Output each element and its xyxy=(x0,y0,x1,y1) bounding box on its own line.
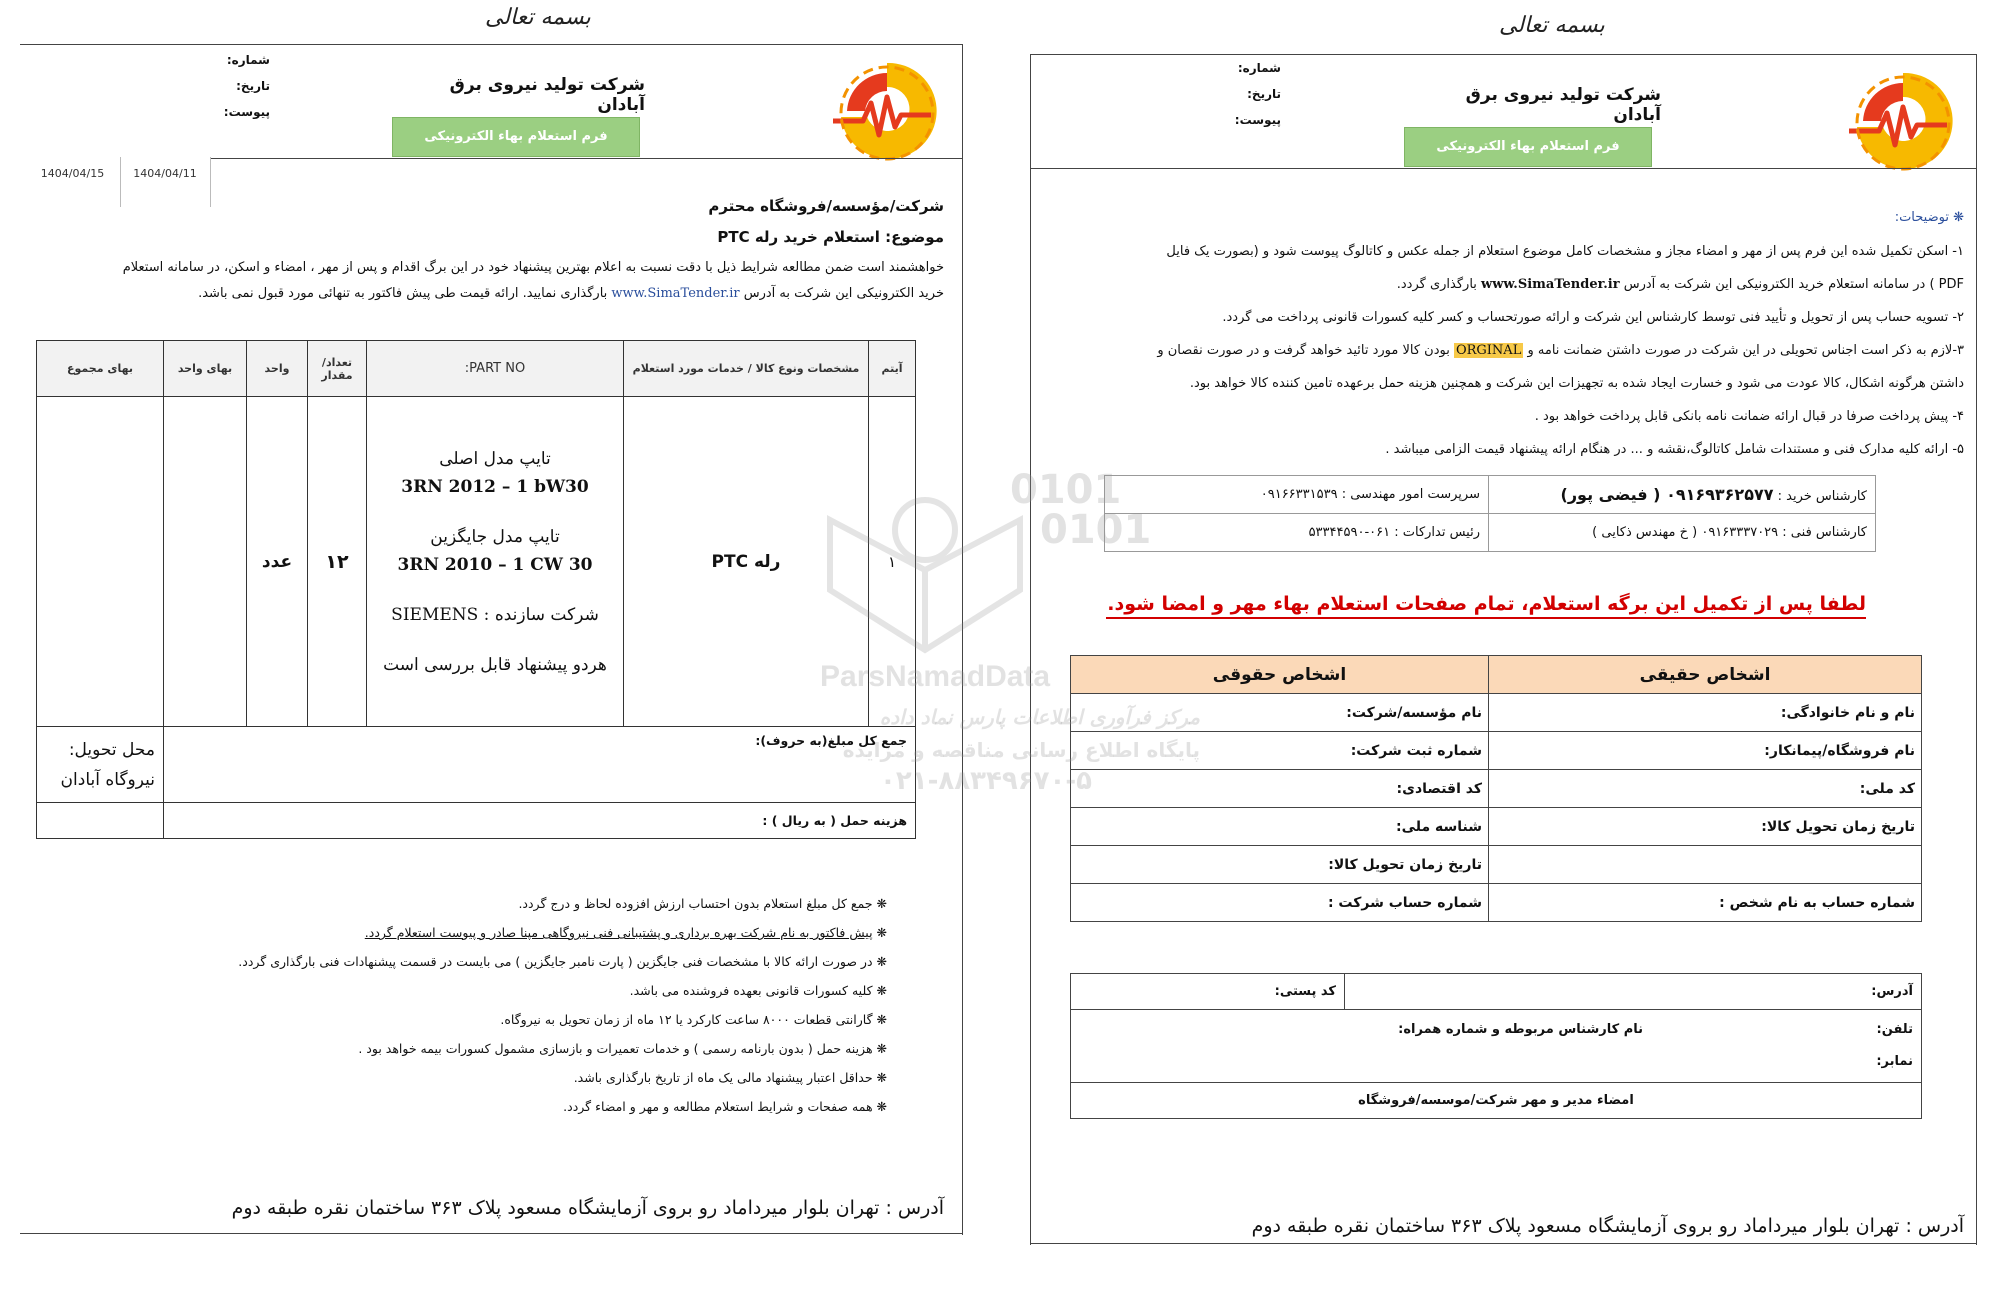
meta-date: تاریخ: xyxy=(236,79,270,93)
signature-field[interactable]: امضاء مدیر و مهر شرکت/موسسه/فروشگاه xyxy=(1071,1083,1922,1119)
simatender-link[interactable]: www.SimaTender.ir xyxy=(611,286,740,301)
part-line: شرکت سازنده : SIEMENS xyxy=(391,604,599,625)
row-unit: عدد xyxy=(247,397,308,727)
condition-item: ❋ هزینه حمل ( بدون بارنامه رسمی ) و خدمات تعمیرات و بازسازی مشمول کسورات بیمه خواهد بود . xyxy=(358,1041,887,1056)
note-2: ۲- تسویه حساب پس از تحویل و تأیید فنی توسط کارشناس این شرکت و ارائه صورتحساب و کسر کلیه کسورات قانونی پرداخت می گردد. xyxy=(1222,310,1964,325)
header-divider xyxy=(1031,168,1976,169)
natural-field[interactable] xyxy=(1489,846,1922,884)
condition-item: ❋ در صورت ارائه کالا با مشخصات فنی جایگزین ( پارت نامبر جایگزین ) می بایست در قسمت پیشنهادات فنی بارگذاری گردد. xyxy=(238,954,887,969)
col-item: آیتم xyxy=(869,341,916,397)
company-logo xyxy=(827,51,947,165)
part-line: هردو پیشنهاد قابل بررسی است xyxy=(383,654,607,675)
part-line: تایپ مدل اصلی xyxy=(439,448,551,469)
footer-address: آدرس : تهران بلوار میرداماد رو بروی آزمایشگاه مسعود پلاک ۳۶۳ ساختمان نقره طبقه دوم xyxy=(231,1197,944,1219)
contacts-table xyxy=(1104,475,1876,552)
meta-fields xyxy=(170,47,270,125)
subject: موضوع: استعلام خرید رله PTC xyxy=(717,228,944,246)
empty-cell xyxy=(37,803,164,839)
sign-notice: لطفا پس از تکمیل این برگه استعلام، تمام صفحات استعلام بهاء مهر و امضا شود. xyxy=(1106,593,1866,619)
note-5: ۵- ارائه کلیه مدارک فنی و مستندات شامل کاتالوگ،نقشه و ... در هنگام ارائه پیشنهاد قیمت الزامی میباشد . xyxy=(1385,442,1964,457)
row-spec: رله PTC xyxy=(624,397,869,727)
watermark-brand: ParsNamadData xyxy=(820,660,1051,693)
watermark-line-2: پایگاه اطلاع رسانی مناقصه و مزایده xyxy=(842,738,1200,762)
meta-attach: پیوست: xyxy=(1234,113,1281,127)
meta-fields xyxy=(1181,55,1281,133)
part-line: 3RN 2010 – 1 CW 30 xyxy=(397,554,593,575)
phone-label: تلفن: xyxy=(1876,1022,1913,1037)
phone-fax-field[interactable] xyxy=(1071,1010,1922,1083)
col-partno: PART NO: xyxy=(367,341,624,397)
bismillah: بسمه تعالی xyxy=(1499,13,1605,38)
form-type-tag: فرم استعلام بهاء الکترونیکی xyxy=(392,117,640,157)
salutation: شرکت/مؤسسه/فروشگاه محترم xyxy=(708,197,944,215)
notes-title: ❋ توضیحات: xyxy=(1894,210,1964,225)
natural-field[interactable]: نام فروشگاه/پیمانکار: xyxy=(1489,732,1922,770)
bismillah: بسمه تعالی xyxy=(485,5,591,30)
col-unit-price: بهای واحد xyxy=(164,341,247,397)
row-qty: ۱۲ xyxy=(308,397,367,727)
condition-item: ❋ همه صفحات و شرایط استعلام مطالعه و مهر و امضاء گردد. xyxy=(563,1099,887,1114)
watermark-book-icon xyxy=(820,480,1030,660)
company-name: شرکت تولید نیروی برق آبادان xyxy=(449,75,645,115)
legal-field[interactable]: شماره ثبت شرکت: xyxy=(1071,732,1489,770)
legal-field[interactable]: کد اقتصادی: xyxy=(1071,770,1489,808)
legal-persons-title: اشخاص حقوقی xyxy=(1071,656,1489,694)
meta-date: تاریخ: xyxy=(1247,87,1281,101)
note-1b: PDF ) در سامانه استعلام خرید الکترونیکی این شرکت به آدرس www.SimaTender.ir بارگذاری گردد. xyxy=(1396,277,1964,292)
items-table xyxy=(36,340,916,839)
condition-item: ❋ جمع کل مبلغ استعلام بدون احتساب ارزش افزوده لحاظ و درج گردد. xyxy=(518,896,887,911)
simatender-link[interactable]: www.SimaTender.ir xyxy=(1481,277,1620,292)
row-total xyxy=(37,397,164,727)
row-unit-price xyxy=(164,397,247,727)
conditions-list xyxy=(67,889,887,1121)
col-qty: تعداد/ مقدار xyxy=(308,341,367,397)
meta-number: شماره: xyxy=(1237,61,1281,75)
table-row xyxy=(37,397,916,727)
natural-persons-title: اشخاص حقیقی xyxy=(1489,656,1922,694)
logistics-contact: رئیس تدارکات : ۰۶۱-۵۳۳۴۴۵۹۰ xyxy=(1105,514,1489,552)
fax-label: نمابر: xyxy=(1876,1054,1913,1069)
company-logo xyxy=(1843,61,1963,175)
natural-field[interactable]: تاریخ زمان تحویل کالا: xyxy=(1489,808,1922,846)
delivery-place: محل تحویل: نیروگاه آبادان xyxy=(37,727,164,803)
address-field[interactable]: آدرس: xyxy=(1345,974,1922,1010)
watermark-digits: 0101 xyxy=(1040,507,1152,553)
intro-line-2 xyxy=(9,281,944,307)
natural-field[interactable]: کد ملی: xyxy=(1489,770,1922,808)
bottom-border xyxy=(20,1233,962,1234)
watermark-line-1: مرکز فرآوری اطلاعات پارس نماد داده xyxy=(879,705,1200,729)
col-unit: واحد xyxy=(247,341,308,397)
company-name: شرکت تولید نیروی برق آبادان xyxy=(1465,85,1661,125)
bullet-icon: ❋ xyxy=(1948,210,1964,225)
tech-contact: کارشناس فنی : ۰۹۱۶۳۳۳۷۰۲۹ ( خ مهندس ذکایی ) xyxy=(1489,514,1876,552)
note-3a: ۳-لازم به ذکر است اجناس تحویلی در این شرکت در صورت داشتن ضمانت نامه و ORGINAL بودن کالا مورد تائید خواهد گرفت و در صورت نقصان و xyxy=(1157,343,1964,358)
expert-label: نام کارشناس مربوطه و شماره همراه: xyxy=(1398,1022,1643,1037)
buyer-contact: کارشناس خرید : ۰۹۱۶۹۳۶۲۵۷۷ ( فیضی پور) xyxy=(1489,476,1876,514)
date-cell: 1404/04/15 xyxy=(25,157,121,207)
condition-item: ❋ پیش فاکتور به نام شرکت بهره برداری و پشتیبانی فنی نیروگاهی مپنا صادر و پیوست استعلام گردد. xyxy=(364,925,887,940)
intro-text-b: بارگذاری نمایید. ارائه قیمت طی پیش فاکتور به تنهائی مورد قبول نمی باشد. xyxy=(198,286,608,301)
shipping-cost: هزینه حمل ( به ریال ) : xyxy=(164,803,916,839)
legal-field[interactable]: نام مؤسسه/شرکت: xyxy=(1071,694,1489,732)
postal-code-field[interactable]: کد پستی: xyxy=(1071,974,1345,1010)
note-1a: ۱- اسکن تکمیل شده این فرم پس از مهر و امضاء مجاز و مشخصات کامل موضوع استعلام از جمله عکس و کاتالوگ پیوست شود و (بصورت یک فایل xyxy=(1166,244,1964,259)
total-in-words: جمع کل مبلغ(به حروف): xyxy=(164,727,916,803)
legal-field[interactable]: تاریخ زمان تحویل کالا: xyxy=(1071,846,1489,884)
form-type-tag: فرم استعلام بهاء الکترونیکی xyxy=(1404,127,1652,167)
condition-item: ❋ گارانتی قطعات ۸۰۰۰ ساعت کارکرد یا ۱۲ ماه از زمان تحویل به نیروگاه. xyxy=(500,1012,887,1027)
legal-field[interactable]: شماره حساب شرکت : xyxy=(1071,884,1489,922)
legal-field[interactable]: شناسه ملی: xyxy=(1071,808,1489,846)
date-cell: 1404/04/11 xyxy=(120,157,211,207)
bottom-border xyxy=(1031,1243,1976,1244)
note-4: ۴- پیش پرداخت صرفا در قبال ارائه ضمانت نامه بانکی قابل پرداخت خواهد بود . xyxy=(1534,409,1964,424)
original-highlight: ORGINAL xyxy=(1455,343,1522,358)
condition-item: ❋ حداقل اعتبار پیشنهاد مالی یک ماه از تاریخ بارگذاری باشد. xyxy=(573,1070,887,1085)
address-table xyxy=(1070,973,1922,1119)
col-spec: مشخصات ونوع کالا / خدمات مورد استعلام xyxy=(624,341,869,397)
part-line: تایپ مدل جایگزین xyxy=(430,526,560,547)
part-line: 3RN 2012 – 1 bW30 xyxy=(401,476,589,497)
natural-field[interactable]: شماره حساب به نام شخص : xyxy=(1489,884,1922,922)
watermark-digits: 0101 xyxy=(1010,467,1122,513)
col-total: بهای مجموع xyxy=(37,341,164,397)
watermark-phone: ۰۲۱-۸۸۳۴۹۶۷۰-۵ xyxy=(880,766,1093,796)
intro-paragraph xyxy=(9,255,944,307)
watermark xyxy=(820,467,1200,800)
explanations xyxy=(1024,235,1964,466)
meta-number: شماره: xyxy=(226,53,270,67)
footer-address: آدرس : تهران بلوار میرداماد رو بروی آزمایشگاه مسعود پلاک ۳۶۳ ساختمان نقره طبقه دوم xyxy=(1251,1215,1964,1237)
intro-line-1: خواهشمند است ضمن مطالعه شرایط ذیل با دقت نسبت به اعلام بهترین پیشنهاد خود در این برگ اقدام و پس از مهر ، امضاء و اسکن، در سامانه استعلام xyxy=(122,260,944,275)
natural-field[interactable]: نام و نام خانوادگی: xyxy=(1489,694,1922,732)
row-partno xyxy=(367,397,624,727)
condition-item: ❋ کلیه کسورات قانونی بعهده فروشنده می باشد. xyxy=(629,983,887,998)
header-divider xyxy=(210,158,962,159)
intro-text-a: خرید الکترونیکی این شرکت به آدرس xyxy=(743,286,944,301)
meta-attach: پیوست: xyxy=(223,105,270,119)
row-item: ۱ xyxy=(869,397,916,727)
engineering-contact: سرپرست امور مهندسی : ۰۹۱۶۶۳۳۱۵۳۹ xyxy=(1105,476,1489,514)
note-3b: داشتن هرگونه اشکال، کالا عودت می شود و خسارت ایجاد شده به تجهیزات این شرکت و همچنین هزینه حمل برعهده تامین کننده کالا خواهد بود. xyxy=(1189,376,1964,391)
